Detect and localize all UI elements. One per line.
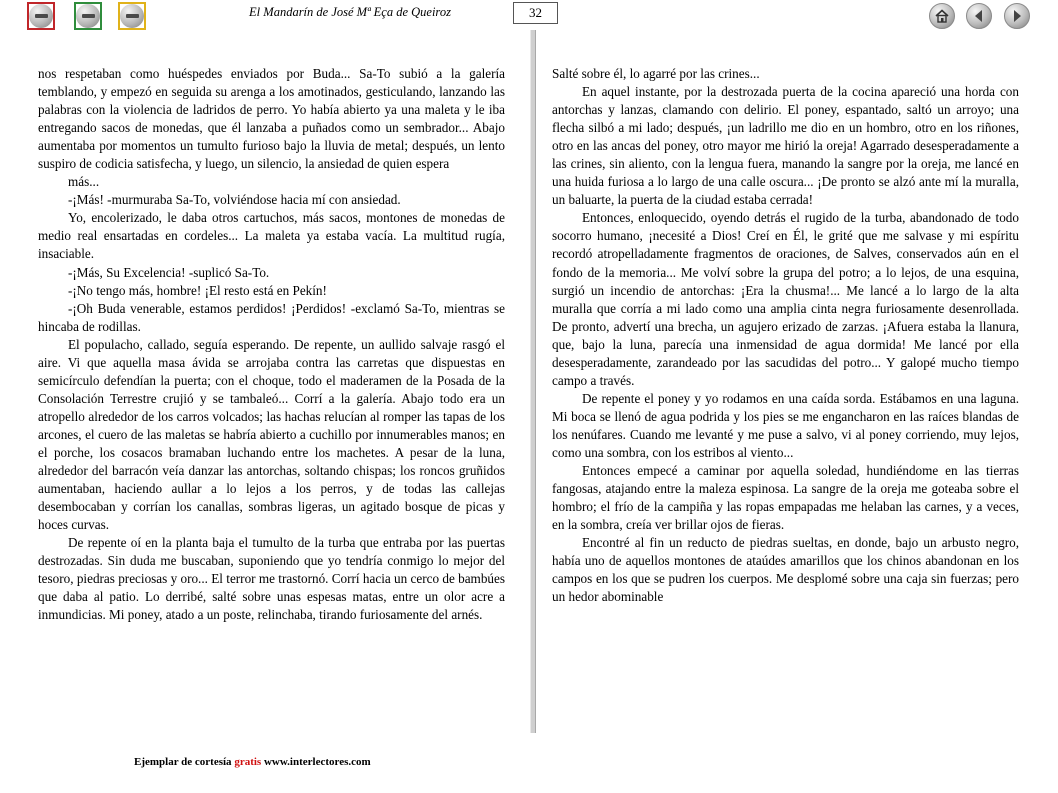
paragraph: En aquel instante, por la destrozada puerta de la cocina apareció una horda con antorchas y lanzas, clamando con delirio. El poney, espantado, saltó un arroyo; una flecha silbó a mi lado; después, ¡un ladrillo me dio en un hombro, otro en los riñones, otro en las ancas del poney, otro mayor me hirió la oreja! Agarrado desesperadamente a las crines, sin aliento, con la lengua fuera, manando la sangre por la oreja, me lancé en una huida furiosa a lo largo de una calle oscura... ¡De pronto se alzó ante mí la muralla, un baluarte, la puerta de la ciudad estaba cerrada! — [552, 84, 1019, 208]
paragraph: -¡Oh Buda venerable, estamos perdidos! ¡Perdidos! -exclamó Sa-To, mientras se hincaba de rodillas. — [38, 300, 505, 334]
paragraph: El populacho, callado, seguía esperando. De repente, un aullido salvaje rasgó el aire. Vi que aquella masa ávida se arrojaba contra las carretas que dispuestas en semicírculo defendían la puerta; con el choque, todo el maderamen de la Posada de la Consolación Terrestre crujió y se tambaleó... Corrí a la galería. Abajo todo era un atropello alrededor de los carros volcados; las hachas relucían al romper las tapas de los arcones, el cuero de las maletas se habría abierto a cuchillo por innumerables manos; en el porche, los cosacos bramaban luchando entre los machetes. A pesar de la luna, alrededor del barracón veía danzar las antorchas, soltando chispas; los roncos gruñidos aumentaban, haciendo aullar a lo lejos a los perros, y de todas las callejas desembocaban y corrían los canallas, sombras ligeras, un agitado bosque de picas y hoces curvas. — [38, 336, 505, 533]
paragraph: -¡Más, Su Excelencia! -suplicó Sa-To. — [68, 264, 270, 280]
paragraph: Entonces, enloquecido, oyendo detrás el rugido de la turba, abandonado de todo socorro humano, ¡necesité a Dios! Creí en Él, le grité que me salvase y mi espíritu recordó atropelladamente fragmentos de oraciones, de Salves, conservados aún en el fondo de la memoria... Me volví sobre la grupa del potro; a lo lejos, de una esquina, surgió un incendio de antorchas: ¡Era la chusma!... Me lancé a lo largo de la alta muralla que corría a mi lado como una amplia cinta negra furiosamente desenrollada. De pronto, advertí una brecha, un agujero erizado de zarzas. ¡Afuera estaba la llanura, que, bajo la luna, parecía una inmensidad de agua dormida! Me lancé por ella desesperadamente, zarandeado por las sacudidas del potro... Y galopé mucho tiempo campo a través. — [552, 210, 1019, 388]
paragraph: Encontré al fin un reducto de piedras sueltas, en donde, bajo un arbusto negro, había uno de aquellos montones de ataúdes amarillos que los chinos abandonan en los campos en los que se pudren los cuerpos. Me desplomé sobre una caja sin fuerzas; pero un hedor abominable — [552, 535, 1019, 605]
minimize-page-button[interactable] — [74, 2, 102, 30]
left-column — [38, 65, 505, 624]
previous-page-button[interactable] — [966, 3, 992, 29]
minus-icon — [29, 4, 53, 28]
home-button[interactable] — [929, 3, 955, 29]
next-page-button[interactable] — [1004, 3, 1030, 29]
restore-page-button[interactable] — [118, 2, 146, 30]
paragraph: más... — [68, 174, 100, 190]
minus-icon — [76, 4, 100, 28]
close-page-button[interactable] — [27, 2, 55, 30]
running-title: El Mandarín de José Mª Eça de Queiroz — [249, 5, 451, 19]
paragraph: De repente el poney y yo rodamos en una caída sorda. Estábamos en una laguna. Mi boca se llenó de agua podrida y los pies se me engancharon en las raíces blandas de los nenúfares. Cuando me levanté y me puse a salvo, vi al poney corriendo, muy lejos, como una sombra, con los estribos al viento... — [552, 390, 1019, 460]
paragraph: -¡Más! -murmuraba Sa-To, volviéndose hacia mí con ansiedad. — [68, 192, 401, 208]
page-number: 32 — [513, 2, 558, 24]
footer-highlight: gratis — [234, 756, 262, 768]
paragraph: -¡No tengo más, hombre! ¡El resto está en Pekín! — [68, 282, 327, 298]
home-icon — [934, 8, 950, 24]
footer-prefix: Ejemplar de cortesía — [134, 756, 235, 768]
right-column — [552, 65, 1019, 606]
minus-icon — [120, 4, 144, 28]
previous-page-icon — [971, 8, 987, 24]
footer — [134, 756, 371, 768]
page-divider — [530, 30, 536, 733]
paragraph: Salté sobre él, lo agarré por las crines... — [552, 66, 760, 81]
paragraph: nos respetaban como huéspedes enviados por Buda... Sa-To subió a la galería temblando, y empezó en seguida su arenga a los amotinados, gesticulando, lanzando las palabras con la violencia de ladridos de perro. Yo había abierto ya una maleta y le iba entregando sacos de monedas, que él lanzaba a puñados como un sembrador... Abajo aumentaba por momentos un tumulto furioso bajo la lluvia de metal; después, un lento suspiro de codicia satisfecha, y luego, un silencio, la ansiedad de quien espera — [38, 66, 505, 172]
footer-link[interactable]: www.interlectores.com — [261, 756, 371, 768]
paragraph: Yo, encolerizado, le daba otros cartuchos, más sacos, montones de monedas de medio real ensartadas en cordeles... La maleta ya estaba vacía. La multitud rugía, insaciable. — [38, 210, 505, 262]
next-page-icon — [1009, 8, 1025, 24]
paragraph: De repente oí en la planta baja el tumulto de la turba que entraba por las puertas destrozadas. Sin duda me buscaban, suponiendo que yo tendría conmigo lo mejor del tesoro, piedras preciosas y oro... El terror me trastornó. Corrí hacia un cerco de bambúes que daba al patio. Lo derribé, salté sobre unas espesas matas, entre un olor acre a inmundicias. Mi poney, atado a un poste, relinchaba, tirando furiosamente del arnés. — [38, 535, 505, 623]
paragraph: Entonces empecé a caminar por aquella soledad, hundiéndome en las tierras fangosas, atajando entre la maleza espinosa. La sangre de la oreja me goteaba sobre el hombro; el frío de la campiña y las ropas empapadas me helaban las carnes, y a veces, en la sombra, creía ver brillar ojos de fieras. — [552, 463, 1019, 533]
